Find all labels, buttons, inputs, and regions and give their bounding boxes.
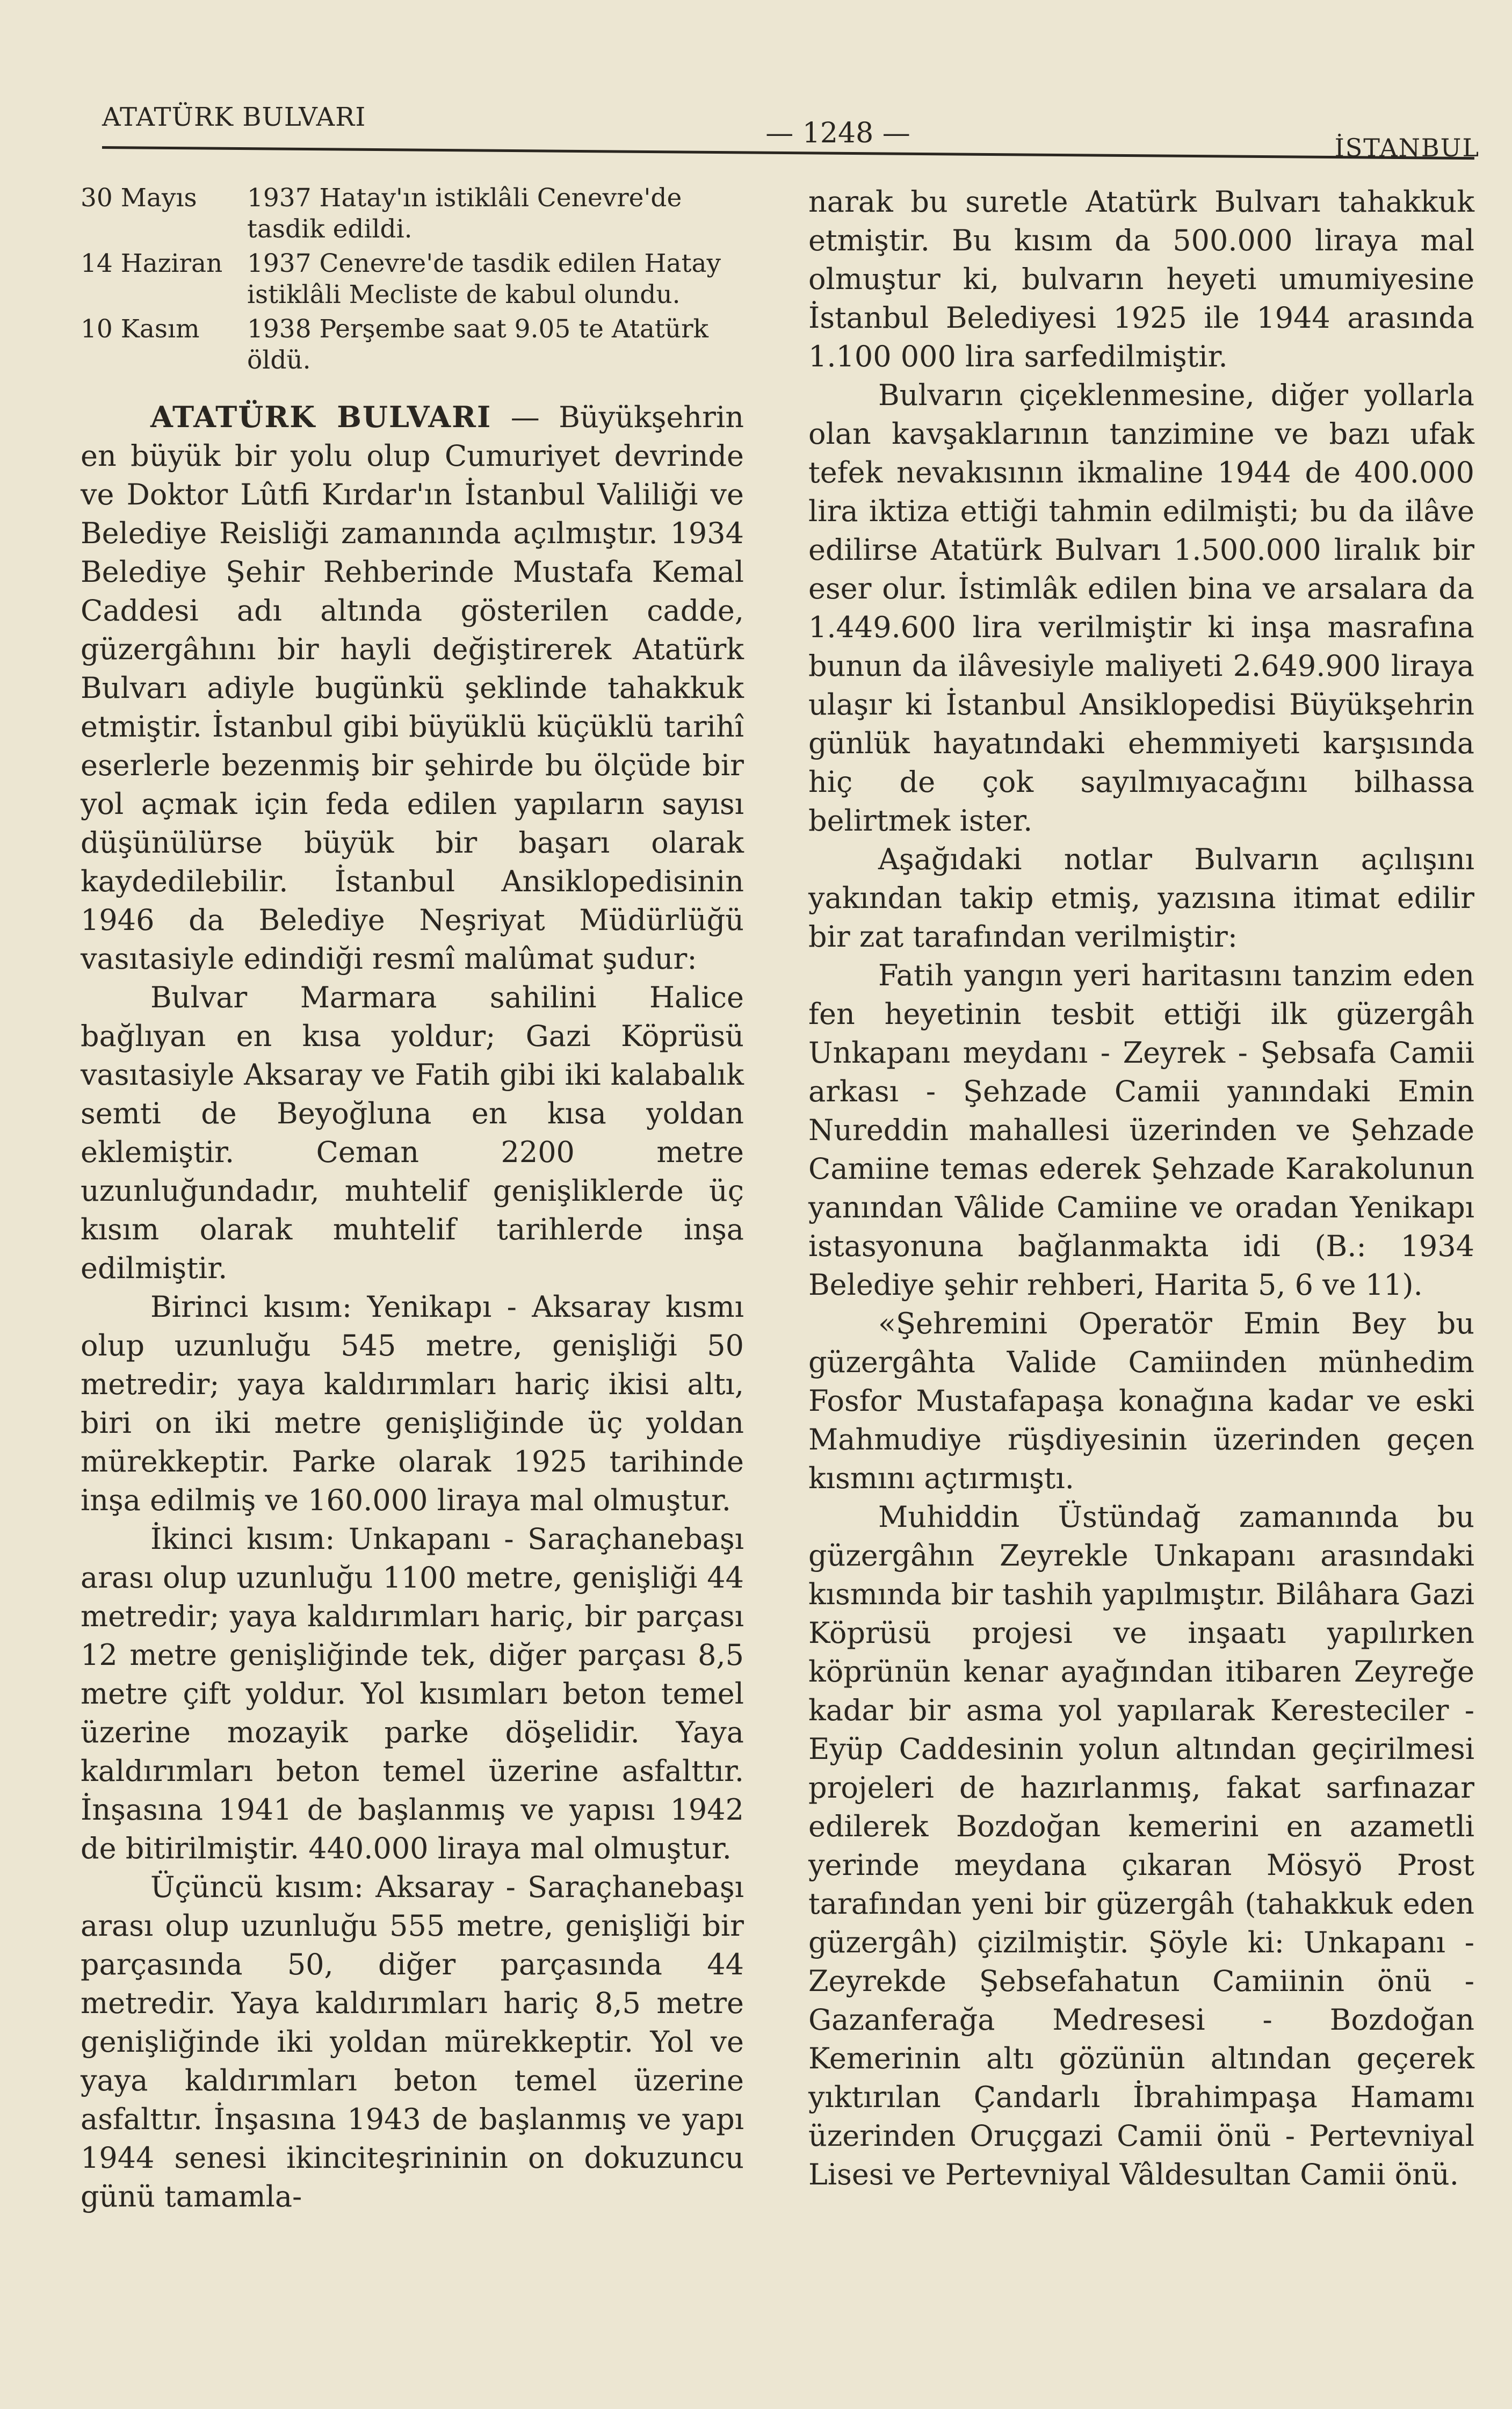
paragraph-continuation: narak bu suretle Atatürk Bulvarı tahakkuk etmiştir. Bu kısım da 500.000 liraya mal olmuştur ki, bulvarın heyeti umumiyesine İstanbul Belediyesi 1925 ile 1944 arasında 1.100 000 lira sarfedilmiştir. (808, 185, 1474, 373)
paragraph: Bulvar Marmara sahilini Halice bağlıyan en kısa yoldur; Gazi Köprüsü vasıtasiyle Aksaray ve Fatih gibi iki kalabalık semti de Beyoğluna en kısa yoldan eklemiştir. Ceman 2200 metre uzunluğundadır, muhtelif genişliklerde üç kısım olarak muhtelif tarihlerde inşa edilmiştir. (81, 980, 744, 1285)
paragraph-intro-text: — Büyükşehrin en büyük bir yolu olup Cumuriyet devrinde ve Doktor Lûtfi Kırdar'ın İstanbul Valiliği ve Belediye Reisliği zamanında açılmıştır. 1934 Belediye Şehir Rehberinde Mustafa Kemal Caddesi adı altında gösterilen cadde, güzergâhını bir hayli değiştirerek Atatürk Bulvarı adiyle bugünkü şeklinde tahakkuk etmiştir. İstanbul gibi büyüklü küçüklü tarihî eserlerle bezenmiş bir şehirde bu ölçüde bir yol açmak için feda edilen yapıların sayısı düşünülürse büyük bir başarı olarak kaydedilebilir. İstanbul Ansiklopedisinin 1946 da Belediye Neşriyat Müdürlüğü vasıtasiyle edindiği resmî malûmat şudur: (81, 400, 744, 976)
chronology-row (81, 314, 744, 379)
chronology-row (81, 183, 744, 248)
page-number: — 1248 — (765, 117, 910, 149)
chronology-table (81, 183, 744, 379)
chronology-date: 10 Kasım (81, 314, 200, 344)
chronology-text: 1937 Cenevre'de tasdik edilen Hatay istiklâli Mecliste de kabul olundu. (247, 249, 721, 309)
paragraph-intro (81, 398, 744, 978)
chronology-row (81, 248, 744, 314)
page-header (102, 91, 1480, 162)
chronology-date: 14 Haziran (81, 249, 223, 278)
right-column (808, 183, 1474, 2194)
paragraph: İkinci kısım: Unkapanı - Saraçhanebaşı arası olup uzunluğu 1100 metre, genişliği 44 metredir; yaya kaldırımları hariç, bir parçası 12 metre genişliğinde tek, diğer parçası 8,5 metre çift yoldur. Yol kısımları beton temel üzerine mozayik parke döşelidir. Yaya kaldırımları beton temel üzerine asfalttır. İnşasına 1941 de başlanmış ve yapısı 1942 de bitirilmiştir. 440.000 liraya mal olmuştur. (81, 1522, 744, 1865)
running-head-right: İSTANBUL (1334, 133, 1480, 162)
chronology-date: 30 Mayıs (81, 183, 197, 213)
entry-headword: ATATÜRK BULVARI (150, 400, 492, 434)
paragraph: Birinci kısım: Yenikapı - Aksaray kısmı olup uzunluğu 545 metre, genişliği 50 metredir; yaya kaldırımları hariç ikisi altı, biri on iki metre genişliğinde üç yoldan mürekkeptir. Parke olarak 1925 tarihinde inşa edilmiş ve 160.000 liraya mal olmuştur. (81, 1290, 744, 1517)
paragraph: Üçüncü kısım: Aksaray - Saraçhanebaşı arası olup uzunluğu 555 metre, genişliği bir parçasında 50, diğer parçasında 44 metredir. Yaya kaldırımları hariç 8,5 metre genişliğinde iki yoldan mürekkeptir. Yol ve yaya kaldırımları beton temel üzerine asfalttır. İnşasına 1943 de başlanmış ve yapı 1944 senesi ikinciteşrininin on dokuzuncu günü tamamla- (81, 1870, 744, 2213)
left-column (81, 183, 744, 2216)
running-head-left: ATATÜRK BULVARI (102, 102, 366, 132)
chronology-text: 1938 Perşembe saat 9.05 te Atatürk öldü. (247, 314, 709, 375)
paragraph: Bulvarın çiçeklenmesine, diğer yollarla olan kavşaklarının tanzimine ve bazı ufak tefek nevakısının ikmaline 1944 de 400.000 lira iktiza ettiği tahmin edilmişti; bu da ilâve edilirse Atatürk Bulvarı 1.500.000 liralık bir eser olur. İstimlâk edilen bina ve arsalara da 1.449.600 lira verilmiştir ki inşa masrafına bunun da ilâvesiyle maliyeti 2.649.900 liraya ulaşır ki İstanbul Ansiklopedisi Büyükşehrin günlük hayatındaki ehemmiyeti karşısında hiç de çok sayılmıyacağını bilhassa belirtmek ister. (808, 378, 1474, 838)
paragraph: Fatih yangın yeri haritasını tanzim eden fen heyetinin tesbit ettiği ilk güzergâh Unkapanı meydanı - Zeyrek - Şebsafa Camii arkası - Şehzade Camii yanındaki Emin Nureddin mahallesi üzerinden ve Şehzade Camiine temas ederek Şehzade Karakolunun yanından Vâlide Camiine ve oradan Yenikapı istasyonuna bağlanmakta idi (B.: 1934 Belediye şehir rehberi, Harita 5, 6 ve 11). (808, 958, 1474, 1302)
paragraph: «Şehremini Operatör Emin Bey bu güzergâhta Valide Camiinden münhedim Fosfor Mustafapaşa konağına kadar ve eski Mahmudiye rüşdiyesinin üzerinden geçen kısmını açtırmıştı. (808, 1307, 1474, 1495)
paragraph: Muhiddin Üstündağ zamanında bu güzergâhın Zeyrekle Unkapanı arasındaki kısmında bir tashih yapılmıştır. Bilâhara Gazi Köprüsü projesi ve inşaatı yapılırken köprünün kenar ayağından itibaren Zeyreğe kadar bir asma yol yapılarak Keresteciler - Eyüp Caddesinin yolun altından geçirilmesi projeleri de hazırlanmış, fakat sarfınazar edilerek Bozdoğan kemerini en azametli yerinde meydana çıkaran Mösyö Prost tarafından yeni bir güzergâh (tahakkuk eden güzergâh) çizilmiştir. Şöyle ki: Unkapanı - Zeyrekde Şebsefahatun Camiinin önü - Gazanferağa Medresesi - Bozdoğan Kemerinin altı gözünün altından geçerek yıktırılan Çandarlı İbrahimpaşa Hamamı üzerinden Oruçgazi Camii önü - Pertevniyal Lisesi ve Pertevniyal Vâldesultan Camii önü. (808, 1500, 1474, 2191)
chronology-text: 1937 Hatay'ın istiklâli Cenevre'de tasdik edildi. (247, 183, 682, 244)
paragraph: Aşağıdaki notlar Bulvarın açılışını yakından takip etmiş, yazısına itimat edilir bir zat tarafından verilmiştir: (808, 842, 1474, 954)
